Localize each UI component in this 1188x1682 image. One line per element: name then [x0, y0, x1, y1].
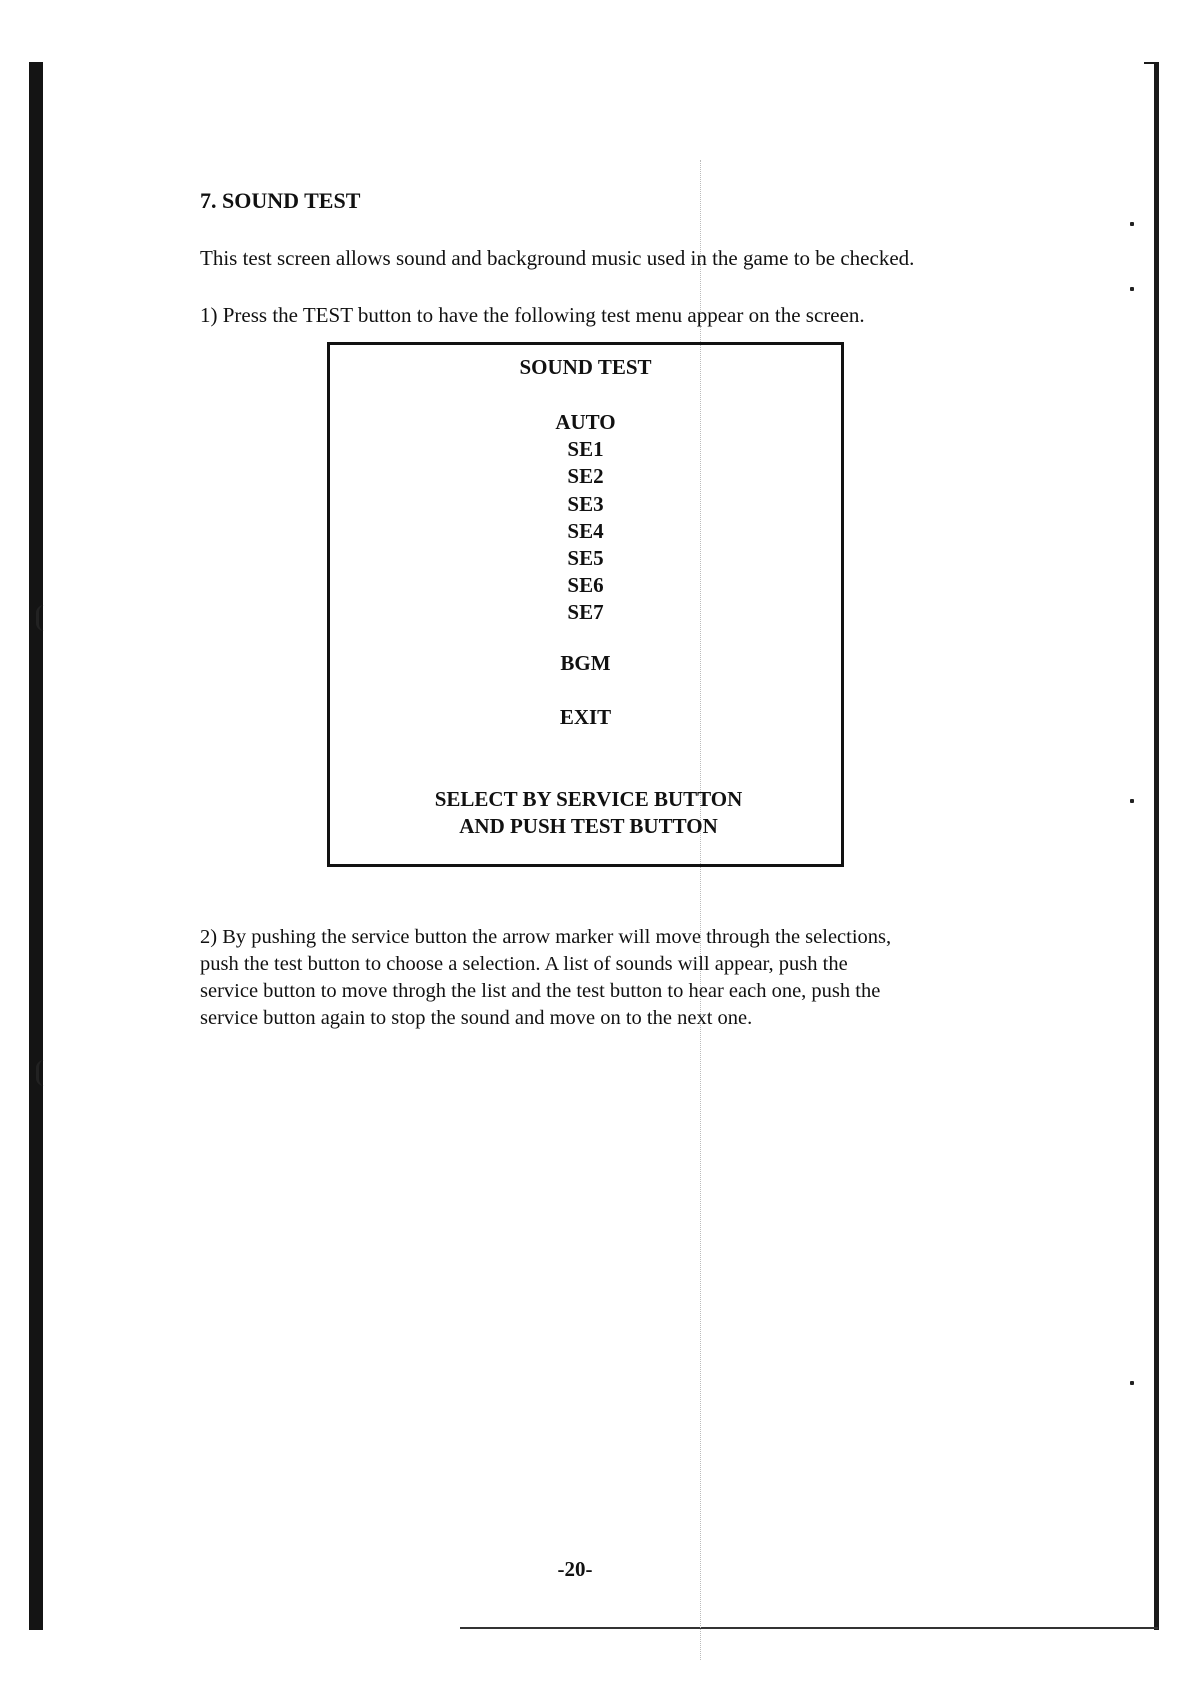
scan-bottom-border: [460, 1627, 1158, 1629]
menu-item-auto: AUTO: [555, 410, 616, 434]
step2-line: 2) By pushing the service button the arrow marker will move through the selections,: [200, 926, 892, 948]
menu-item-se7: SE7: [567, 600, 604, 625]
menu-item-se1: SE1: [567, 437, 604, 462]
punch-hole-mark: [36, 1060, 47, 1086]
scan-right-corner: [1144, 62, 1158, 64]
scan-speck: [1130, 799, 1134, 803]
page-number: -20-: [557, 1557, 593, 1581]
menu-item-se5: SE5: [567, 545, 604, 570]
scan-speck: [1130, 287, 1134, 291]
section-heading: 7. SOUND TEST: [200, 188, 361, 213]
punch-hole-mark: [36, 605, 47, 631]
menu-instruction-line: AND PUSH TEST BUTTON: [459, 814, 718, 838]
menu-item-bgm: BGM: [560, 651, 611, 675]
menu-title: SOUND TEST: [519, 355, 652, 379]
sound-test-menu-screen: [327, 342, 844, 867]
intro-paragraph: This test screen allows sound and background music used in the game to be checked.: [200, 246, 915, 270]
step1-paragraph: 1) Press the TEST button to have the following test menu appear on the screen.: [200, 303, 865, 327]
menu-item-se2: SE2: [567, 464, 604, 489]
scan-speck: [1130, 222, 1134, 226]
menu-item-se4: SE4: [567, 518, 604, 543]
step2-paragraph: [200, 924, 970, 1032]
step2-line: service button again to stop the sound and move on to the next one.: [200, 1007, 753, 1029]
menu-instruction-line: SELECT BY SERVICE BUTTON: [434, 787, 743, 811]
scan-speck: [1130, 1381, 1134, 1385]
step2-line: push the test button to choose a selection. A list of sounds will appear, push the: [200, 953, 848, 975]
step2-line: service button to move throgh the list and the test button to hear each one, push the: [200, 980, 881, 1002]
scan-left-border: [29, 62, 43, 1630]
menu-item-se3: SE3: [567, 491, 604, 516]
scan-right-border: [1154, 62, 1159, 1630]
menu-item-exit: EXIT: [559, 705, 612, 729]
menu-item-list: [330, 409, 841, 627]
menu-item-se6: SE6: [567, 573, 604, 598]
menu-instructions: [330, 786, 841, 840]
